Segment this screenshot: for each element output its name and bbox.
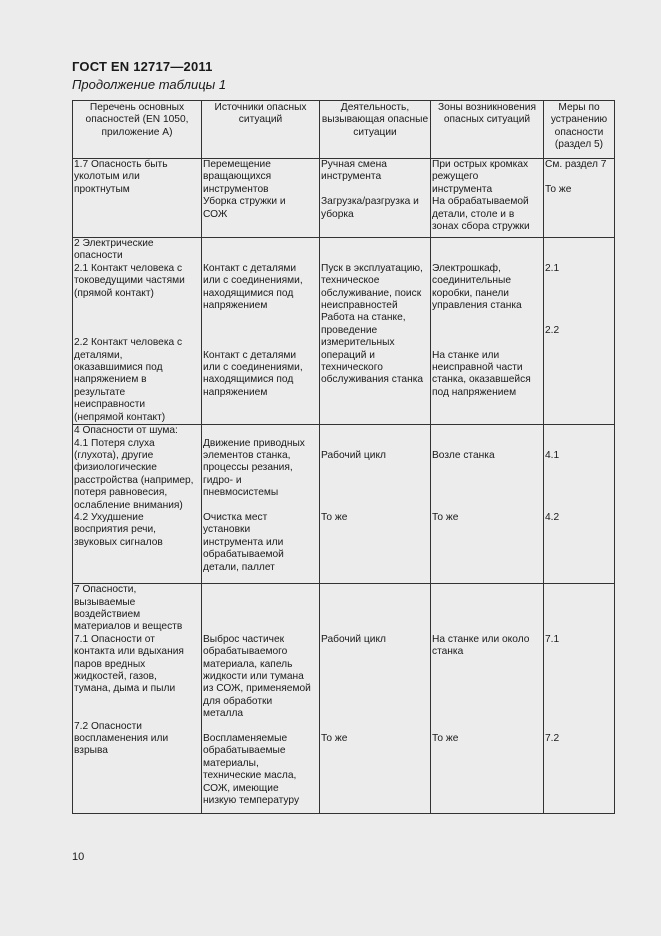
cell-source: Контакт с деталями или с соединениями, находящимися под напряжением Контакт с деталями или с соединениями, находящимися под напряжением (202, 238, 320, 425)
header-activity: Деятельность, вызывающая опасные ситуации (320, 101, 431, 159)
cell-activity: Пуск в эксплуатацию, техническое обслуживание, поиск неисправностей Работа на станке, проведение измерительных операций и технического обслуживания станка (320, 238, 431, 425)
header-zones: Зоны возникновения опасных ситуаций (431, 101, 544, 159)
cell-hazard: 1.7 Опасность быть уколотым или проктнутым (73, 159, 202, 238)
header-measures: Меры по устранению опасности (раздел 5) (544, 101, 615, 159)
table-row (73, 159, 615, 238)
cell-activity: Рабочий цикл То же (320, 584, 431, 814)
header-hazard-sources: Источники опасных ситуаций (202, 101, 320, 159)
table-row (73, 238, 615, 425)
table-continuation-caption: Продолжение таблицы 1 (72, 77, 227, 92)
cell-hazard: 2 Электрические опасности 2.1 Контакт человека с токоведущими частями (прямой контакт) 2.2 Контакт человека с деталями, оказавшимися под напряжением в результате неисправности (непрямой контакт) (73, 238, 202, 425)
cell-source: Перемещение вращающихся инструментов Уборка стружки и СОЖ (202, 159, 320, 238)
cell-zone: Возле станка То же (431, 425, 544, 584)
document-title: ГОСТ EN 12717—2011 (72, 59, 213, 74)
cell-measure: 4.1 4.2 (544, 425, 615, 584)
cell-hazard: 4 Опасности от шума: 4.1 Потеря слуха (глухота), другие физиологические расстройства (например, потеря равновесия, ослабление внимания) 4.2 Ухудшение восприятия речи, звуковых сигналов (73, 425, 202, 584)
table-header-row (73, 101, 615, 159)
cell-measure: См. раздел 7 То же (544, 159, 615, 238)
hazards-table (72, 100, 615, 814)
cell-activity: Ручная смена инструмента Загрузка/разгрузка и уборка (320, 159, 431, 238)
cell-activity: Рабочий цикл То же (320, 425, 431, 584)
table-row (73, 425, 615, 584)
cell-zone: Электрошкаф, соединительные коробки, панели управления станка На станке или неисправной части станка, оказавшейся под напряжением (431, 238, 544, 425)
header-hazards-list: Перечень основных опасностей (EN 1050, приложение А) (73, 101, 202, 159)
cell-hazard: 7 Опасности, вызываемые воздействием материалов и веществ 7.1 Опасности от контакта или вдыхания паров вредных жидкостей, газов, тумана, дыма и пыли 7.2 Опасности воспламенения или взрыва (73, 584, 202, 814)
cell-zone: На станке или около станка То же (431, 584, 544, 814)
table-row (73, 584, 615, 814)
cell-source: Движение приводных элементов станка, процессы резания, гидро- и пневмосистемы Очистка мест установки инструмента или обрабатываемой детали, паллет (202, 425, 320, 584)
cell-zone: При острых кромках режущего инструмента На обрабатываемой детали, столе и в зонах сбора стружки (431, 159, 544, 238)
cell-source: Выброс частичек обрабатываемого материала, капель жидкости или тумана из СОЖ, применяемой для обработки металла Воспламеняемые обрабатываемые материалы, технические масла, СОЖ, имеющие низкую температуру (202, 584, 320, 814)
page-number: 10 (72, 851, 85, 863)
cell-measure: 7.1 7.2 (544, 584, 615, 814)
cell-measure: 2.1 2.2 (544, 238, 615, 425)
